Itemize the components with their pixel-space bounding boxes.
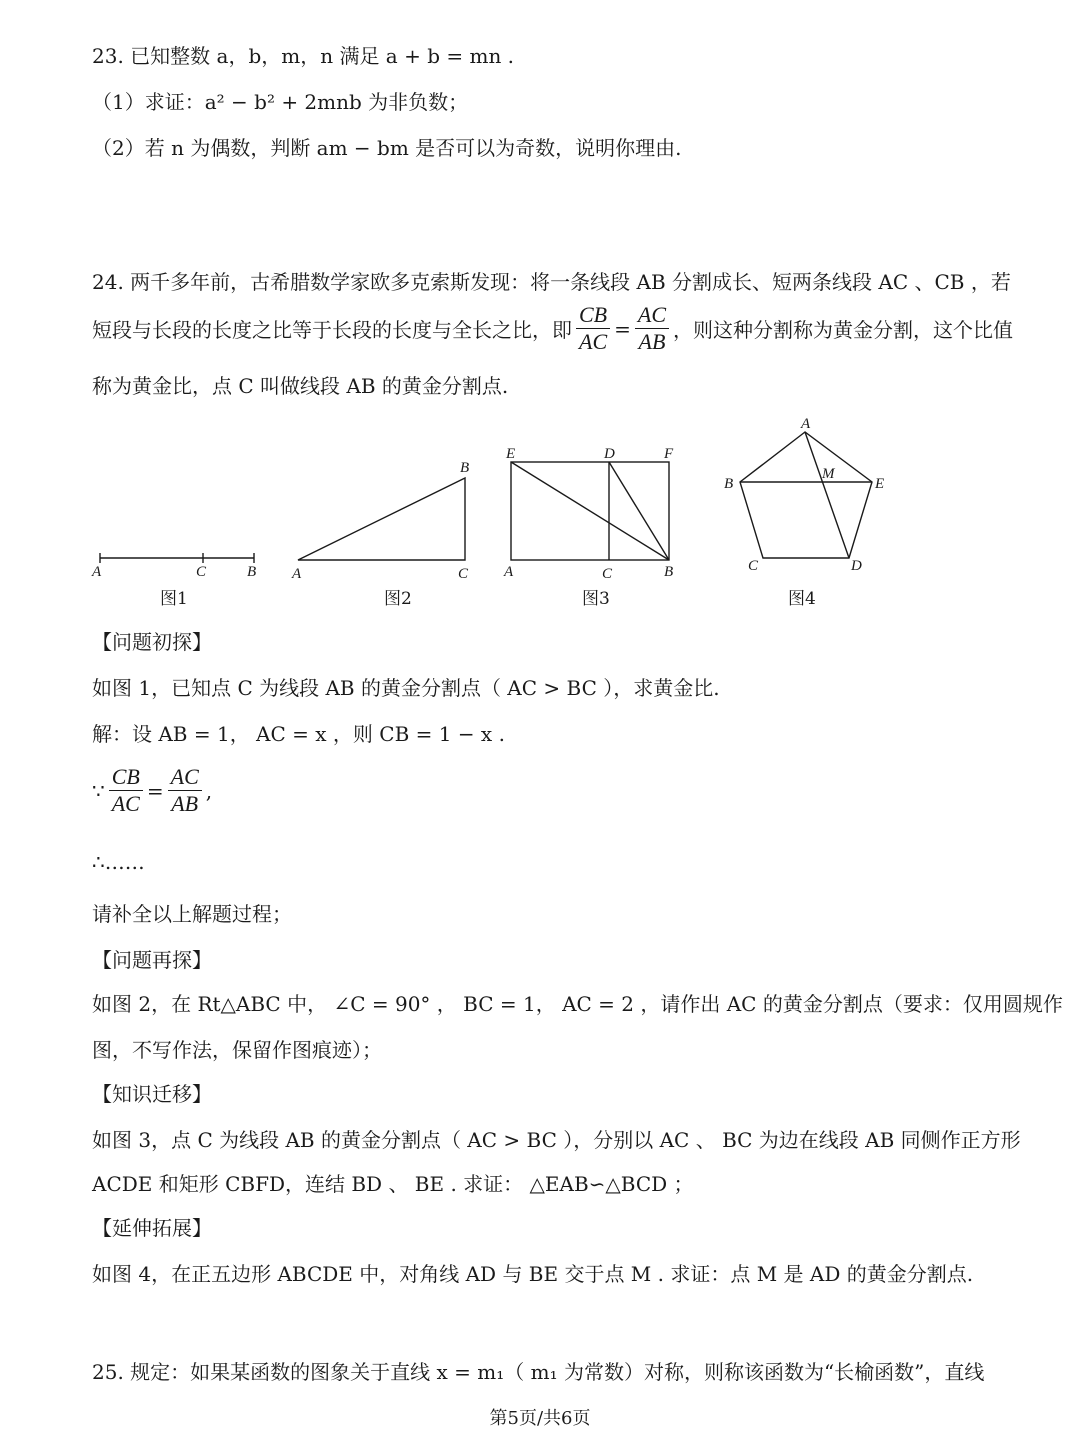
q24-intro-line2	[92, 302, 1013, 355]
fig4-caption: 图4	[788, 589, 816, 609]
fig4-label-d: D	[851, 558, 862, 574]
comma: ,	[205, 778, 213, 803]
section-title-further: 【问题再探】	[92, 948, 212, 972]
figure-4	[740, 432, 872, 558]
fig1-label-a: A	[92, 564, 102, 580]
section-title-extension: 【延伸拓展】	[92, 1216, 212, 1240]
fig2-label-c: C	[458, 566, 469, 582]
fraction-numerator: CB	[576, 302, 610, 329]
sec2-line1: 如图 2，在 Rt△ABC 中， ∠C = 90° ， BC = 1， AC = 2 ，请作出 AC 的黄金分割点（要求：仅用圆规作	[92, 992, 1063, 1016]
q23-part1: （1）求证：a² − b² + 2mnb 为非负数；	[92, 90, 469, 114]
therefore-line: ∴……	[92, 850, 145, 874]
fraction-ac-ab	[168, 764, 202, 817]
q25-line1: 25. 规定：如果某函数的图象关于直线 x = m₁（ m₁ 为常数）对称，则称该函数为“长榆函数”，直线	[92, 1360, 985, 1384]
fig2-label-a: A	[292, 566, 302, 582]
section-title-initial: 【问题初探】	[92, 630, 212, 654]
fig3-label-f: F	[664, 446, 674, 462]
fig4-label-e: E	[875, 476, 885, 492]
fig2-caption: 图2	[384, 589, 412, 609]
figures-area	[0, 410, 1080, 610]
fig3-label-d: D	[604, 446, 615, 462]
fig1-label-c: C	[196, 564, 207, 580]
because-symbol: ∵	[92, 778, 105, 803]
fraction-denominator: AB	[638, 329, 666, 354]
fig4-label-b: B	[724, 476, 734, 492]
fraction-denominator: AC	[579, 329, 608, 354]
figure-3	[511, 462, 669, 560]
sec3-line1: 如图 3，点 C 为线段 AB 的黄金分割点（ AC > BC ），分别以 AC 、 BC 为边在线段 AB 同侧作正方形	[92, 1128, 1021, 1152]
fig4-label-m: M	[822, 466, 835, 482]
fig3-label-b: B	[664, 564, 674, 580]
figure-2-triangle	[298, 478, 465, 560]
q24-intro-line3: 称为黄金比，点 C 叫做线段 AB 的黄金分割点.	[92, 374, 509, 398]
section-title-transfer: 【知识迁移】	[92, 1082, 212, 1106]
q24-intro-text-before: 短段与长段的长度之比等于长段的长度与全长之比，即	[92, 318, 572, 342]
q23-part2: （2）若 n 为偶数，判断 am − bm 是否可以为奇数，说明你理由.	[92, 136, 682, 160]
fig2-label-b: B	[460, 460, 470, 476]
fig4-label-a: A	[801, 416, 811, 432]
fig1-label-b: B	[247, 564, 257, 580]
equals-sign: =	[146, 778, 164, 803]
fig3-label-e: E	[506, 446, 516, 462]
sec3-line2: ACDE 和矩形 CBFD，连结 BD 、 BE . 求证： △EAB∽△BCD ；	[92, 1172, 694, 1196]
sec2-line2: 图，不写作法，保留作图痕迹）；	[92, 1038, 382, 1062]
fraction-ac-ab	[635, 302, 669, 355]
fig3-caption: 图3	[582, 589, 610, 609]
fig1-caption: 图1	[160, 589, 188, 609]
sec1-line1: 如图 1，已知点 C 为线段 AB 的黄金分割点（ AC > BC ），求黄金比.	[92, 676, 720, 700]
fraction-denominator: AC	[111, 791, 140, 816]
fraction-numerator: CB	[109, 764, 143, 791]
fig3-label-a: A	[504, 564, 514, 580]
figure-1	[100, 553, 254, 563]
page-footer: 第5页/共6页	[489, 1408, 591, 1429]
fraction-numerator: AC	[635, 302, 669, 329]
q24-intro-text-after: ，则这种分割称为黄金分割，这个比值	[673, 318, 1014, 342]
equals-sign: =	[614, 316, 631, 341]
sec4-line1: 如图 4，在正五边形 ABCDE 中，对角线 AD 与 BE 交于点 M . 求证：点 M 是 AD 的黄金分割点.	[92, 1262, 974, 1286]
fig3-label-c: C	[602, 566, 613, 582]
fraction-cb-ac	[576, 302, 610, 355]
fraction-numerator: AC	[168, 764, 202, 791]
fig4-label-c: C	[748, 558, 759, 574]
fraction-cb-ac	[109, 764, 143, 817]
q23-stem: 23. 已知整数 a，b，m，n 满足 a + b = mn .	[92, 44, 515, 68]
q24-intro-line1: 24. 两千多年前，古希腊数学家欧多克索斯发现：将一条线段 AB 分割成长、短两条线段 AC 、CB ，若	[92, 270, 1011, 294]
sec1-because-line	[92, 764, 212, 817]
fraction-denominator: AB	[171, 791, 199, 816]
sec1-line3: 请补全以上解题过程；	[92, 902, 292, 926]
sec1-line2: 解：设 AB = 1， AC = x ，则 CB = 1 − x .	[92, 722, 505, 746]
